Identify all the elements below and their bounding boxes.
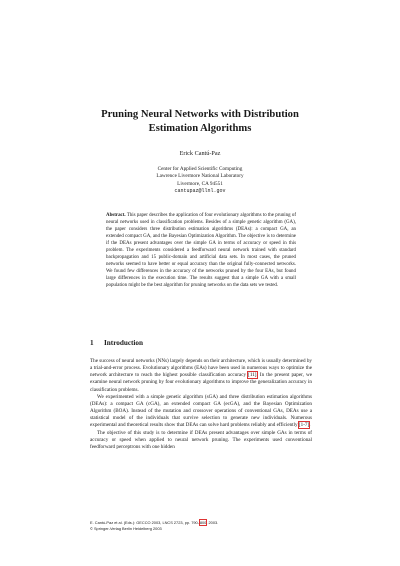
section-number: 1	[90, 339, 94, 347]
paragraph-1	[90, 358, 312, 394]
paper-title	[60, 108, 340, 136]
citation-link[interactable]: [1-7]	[298, 422, 310, 429]
footer-citation-text: E. Cantú-Paz et al. (Eds.): GECCO 2003, LNCS 2723, pp. 790–	[90, 520, 200, 525]
paragraph-1-text-a: The success of neural networks (NNs) largely depends on their architecture, which is usually determined by a trial-and-error process. Evolutionary algorithms (EAs) have been used in numerous ways to optimize the network architecture to reach the highest possible classification accuracy	[90, 358, 312, 379]
page-range-link[interactable]: 800	[199, 520, 207, 525]
affiliation	[60, 166, 340, 196]
title-line-1: Pruning Neural Networks with Distribution	[101, 109, 299, 120]
section-heading	[90, 339, 330, 347]
paragraph-2-end: .	[309, 422, 311, 429]
affiliation-line-1: Center for Applied Scientific Computing	[157, 166, 243, 172]
page-footer	[90, 520, 312, 531]
section-title: Introduction	[104, 339, 144, 347]
footer-copyright: © Springer-Verlag Berlin Heidelberg 2003	[90, 525, 162, 531]
abstract-label: Abstract.	[106, 213, 126, 218]
abstract-text: This paper describes the application of four evolutionary algorithms to the pruning of neural networks used in classification problems. Besides of a simple genetic algorithm (GA), the paper considers three distribution estimation algorithms (DEAs): a compact GA, an extended compact GA, and the Bayesian Optimization Algorithm. The objective is to determine if the DEAs present advantages over the simple GA in terms of accuracy or speed in this problem. The experiments considered a feedforward neural network trained with standard backpropagation and 15 public-domain and artificial data sets. In most cases, the pruned networks seemed to have better or equal accuracy than the original fully-connected networks. We found few differences in the accuracy of the networks pruned by the four EAs, but found large differences in the execution time. The results suggest that a simple GA with a small population might be the best algorithm for pruning networks on the data sets we tested.	[106, 213, 296, 288]
paragraph-3	[90, 430, 312, 451]
paragraph-2-text: We experimented with a simple genetic algorithm (sGA) and three distribution estimation algorithms (DEAs): a compact GA (cGA), an extended compact GA (ecGA), and the Bayesian Optimization Algorithm (BOA). Instead of the mutation and crossover operations of conventional GAs, DEAs use a statistical model of the individuals that survive selection to generate new individuals. Numerous experimental and theoretical results show that DEAs can solve hard problems reliably and efficiently	[90, 393, 312, 429]
paragraph-3-text: The objective of this study is to determine if DEAs present advantages over simple GAs in terms of accuracy or speed when applied to neural network pruning. The experiments used conventional feedforward perceptrons with one hidden	[90, 429, 312, 450]
affiliation-line-3: Livermore, CA 94551	[177, 180, 223, 187]
footer-citation-end: , 2003.	[206, 520, 219, 525]
paragraph-2	[90, 394, 312, 430]
author-email[interactable]: cantupaz@llnl.gov	[174, 188, 226, 195]
citation-link[interactable]: [11]	[248, 372, 257, 379]
title-line-2: Estimation Algorithms	[148, 123, 252, 134]
paragraph-1-text-b: . In the present paper, we examine neural network pruning by four evolutionary algorithms to improve the generalization accuracy in classification problems.	[90, 372, 312, 393]
abstract	[106, 213, 296, 289]
affiliation-line-2: Lawrence Livermore National Laboratory	[156, 173, 244, 180]
author-name: Erick Cantú-Paz	[179, 150, 221, 157]
body-text	[90, 358, 312, 451]
